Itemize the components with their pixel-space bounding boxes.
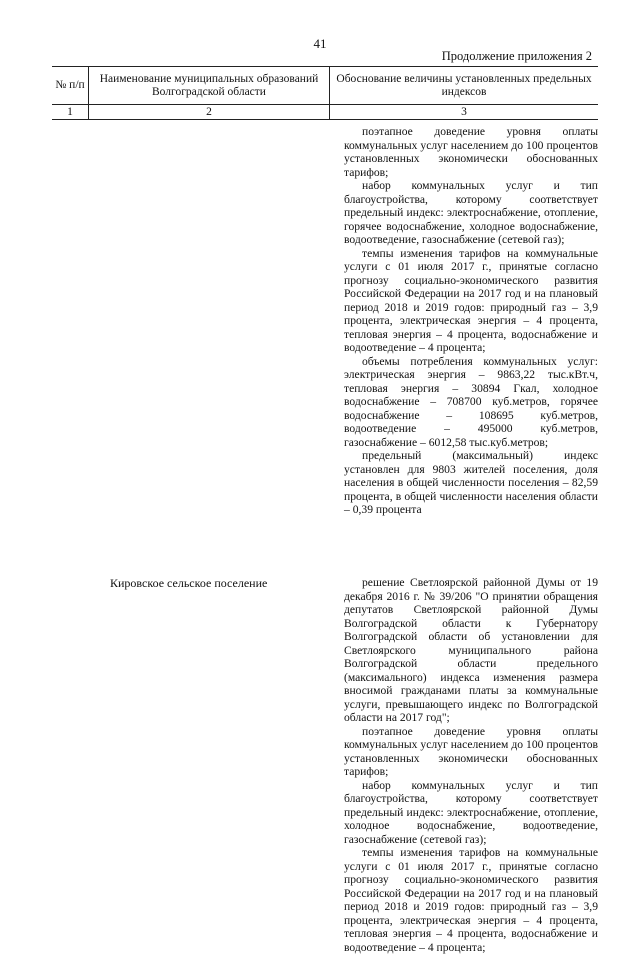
column-number-1: 1: [52, 105, 89, 120]
municipality-name: Кировское сельское поселение: [110, 576, 268, 590]
paragraph: набор коммунальных услуг и тип благоустройства, которому соответствует предельный индекс: электроснабжение, отопление, холодное водоснабжение, водоотведение, газоснабжение (сетевой газ);: [344, 778, 598, 846]
paragraph: предельный (максимальный) индекс установлен для 9803 жителей поселения, доля населения в общей численности поселения – 82,59 процента, в общей численности населения области – 0,39 процента: [344, 449, 598, 516]
paragraph: объемы потребления коммунальных услуг: электрическая энергия – 9863,22 тыс.кВт.ч, тепловая энергия – 30894 Гкал, холодное водоснабжение – 708700 куб.метров, горячее водоснабжение – 108695 куб.метров, водоотведение – 495000 куб.метров, газоснабжение – 6012,58 тыс.куб.метров;: [344, 354, 598, 449]
paragraph: темпы изменения тарифов на коммунальные услуги с 01 июля 2017 г., принятые согласно прогнозу социально-экономического развития Российской Федерации на 2017 год и на плановый период 2018 и 2019 годов: природный газ – 3,9 процента, электрическая энергия – 4 процента, тепловая энергия – 4 процента, водоснабжение и водоотведение – 4 процента;: [344, 846, 598, 954]
page-number: 41: [313, 36, 327, 51]
column-number-3: 3: [330, 105, 599, 120]
column-number-2: 2: [89, 105, 330, 120]
paragraph: темпы изменения тарифов на коммунальные услуги с 01 июля 2017 г., принятые согласно прогнозу социально-экономического развития Российской Федерации на 2017 год и на плановый период 2018 и 2019 годов: природный газ – 3,9 процента, электрическая энергия – 4 процента, тепловая энергия – 4 процента, водоснабжение и водоотведение – 4 процента;: [344, 246, 598, 354]
column-header-justification: Обоснование величины установленных предельных индексов: [330, 67, 599, 105]
justification-block-2: [344, 576, 598, 954]
paragraph: поэтапное доведение уровня оплаты коммунальных услуг населением до 100 процентов установленных экономически обоснованных тарифов;: [344, 125, 598, 179]
paragraph: набор коммунальных услуг и тип благоустройства, которому соответствует предельный индекс: электроснабжение, отопление, горячее водоснабжение, холодное водоснабжение, водоотведение, газоснабжение (сетевой газ);: [344, 179, 598, 246]
continuation-label: Продолжение приложения 2: [441, 49, 592, 63]
column-header-number: № п/п: [52, 67, 89, 105]
justification-block-1: [344, 125, 598, 517]
column-header-municipality: Наименование муниципальных образований Волгоградской области: [89, 67, 330, 105]
table-header: [52, 66, 598, 120]
paragraph: решение Светлоярской районной Думы от 19 декабря 2016 г. № 39/206 "О принятии обращения депутатов Светлоярской районной Думы Волгоградской области к Губернатору Волгоградской области об установлении для Светлоярского муниципального района Волгоградской области предельного (максимального) индекса изменения размера вносимой гражданами платы за коммунальные услуги, превышающего индекс по Волгоградской области на 2017 год";: [344, 576, 598, 724]
paragraph: поэтапное доведение уровня оплаты коммунальных услуг населением до 100 процентов установленных экономически обоснованных тарифов;: [344, 724, 598, 778]
